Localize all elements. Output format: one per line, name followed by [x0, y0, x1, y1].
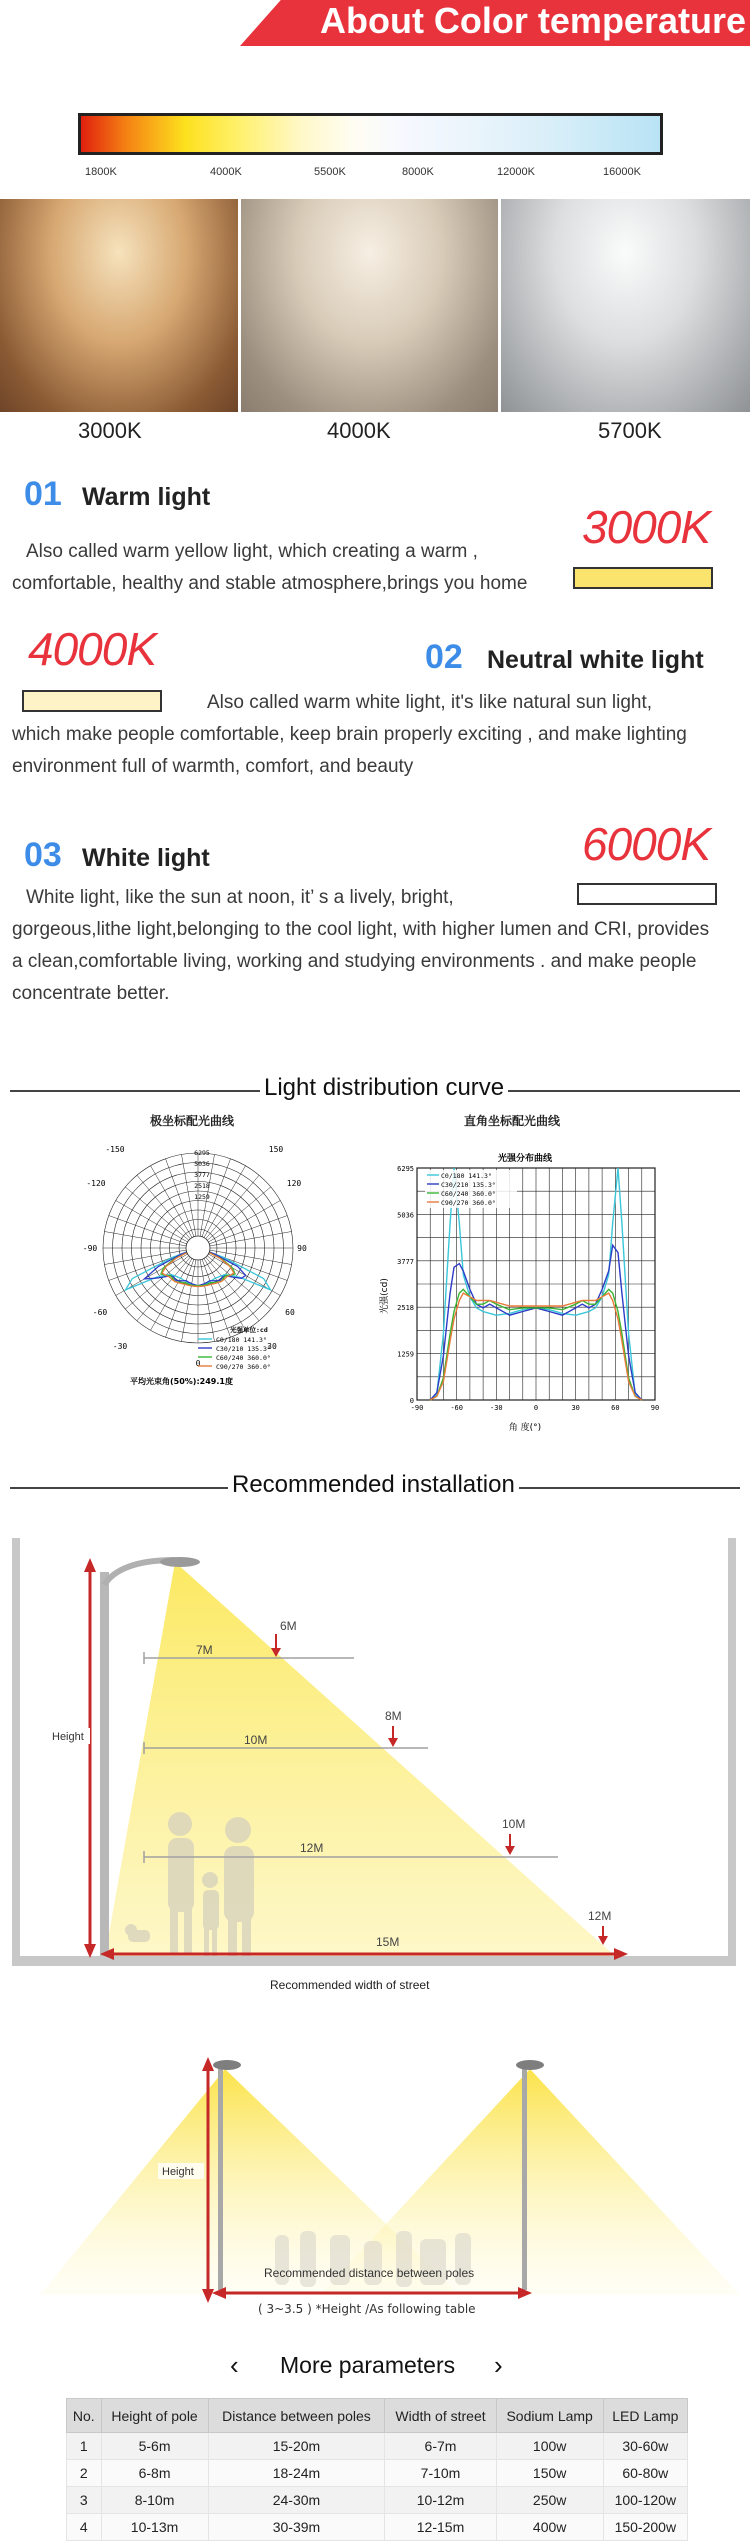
polar-center: [186, 1236, 210, 1260]
table-row: [67, 2433, 688, 2460]
left-wall: [12, 1538, 20, 1964]
distance-caption: Recommended distance between poles: [264, 2266, 475, 2280]
body-line: concentrate better.: [12, 983, 170, 1004]
y-tick-label: 0: [409, 1397, 414, 1405]
y-tick-label: 6295: [397, 1165, 414, 1173]
cartesian-chart: [375, 1148, 665, 1433]
table-cell: 2: [67, 2460, 102, 2487]
y-tick-label: 3777: [397, 1257, 414, 1266]
table-cell: 12-15m: [385, 2514, 496, 2541]
height-arrow: [84, 1558, 96, 1958]
section-body: [12, 687, 687, 783]
table-row: [67, 2460, 688, 2487]
beam-length-label: 7M: [196, 1643, 213, 1657]
chevron-left-icon[interactable]: ‹: [230, 2350, 239, 2380]
polar-tick-label: 6295: [194, 1149, 210, 1157]
street-caption: Recommended width of street: [270, 1978, 430, 1992]
table-row: [67, 2487, 688, 2514]
street-lighting-diagram: [0, 1530, 750, 2000]
polar-chart-title: 极坐标配光曲线: [150, 1114, 235, 1128]
legend-label: C0/180 141.3°: [441, 1172, 492, 1180]
page-title: About Color temperature: [319, 0, 746, 41]
pole-distance-diagram: [0, 2045, 750, 2325]
polar-tick-label: 2518: [194, 1182, 210, 1190]
lamp-head: [160, 1557, 200, 1567]
body-line: gorgeous,lithe light,belonging to the cool light, with higher lumen and CRI, provides: [12, 919, 710, 940]
table-cell: 10-12m: [385, 2487, 496, 2514]
scale-label: 12000K: [497, 166, 535, 178]
section-title: Warm light: [82, 483, 211, 511]
table-cell: 1: [67, 2433, 102, 2460]
x-tick-label: -30: [490, 1404, 503, 1412]
table-column-header: No.: [67, 2399, 102, 2433]
cartesian-chart-title: 直角坐标配光曲线: [464, 1114, 561, 1128]
polar-legend-label: C0/180 141.3°: [216, 1336, 267, 1344]
ratio-caption: ( 3~3.5 ) *Height /As following table: [258, 2302, 476, 2316]
divider-line: [518, 1487, 740, 1489]
x-tick-label: 60: [611, 1404, 620, 1412]
polar-footer: 平均光束角(50%):249.1度: [130, 1377, 233, 1386]
polar-angle-label: -30: [112, 1342, 128, 1351]
right-lamp: [516, 2060, 544, 2070]
table-cell: 6-8m: [101, 2460, 208, 2487]
divider-line: [10, 1487, 228, 1489]
legend-label: C90/270 360.0°: [441, 1199, 496, 1207]
table-cell: 60-80w: [603, 2460, 687, 2487]
legend-label: C30/210 135.3°: [441, 1181, 496, 1189]
polar-chart: [80, 1128, 330, 1418]
section-number: 01: [24, 475, 62, 513]
polar-tick-label: 1259: [194, 1193, 210, 1201]
divider-line: [10, 1090, 260, 1092]
table-cell: 24-30m: [208, 2487, 385, 2514]
lamp-pole: [100, 1572, 109, 1956]
x-tick-label: -60: [450, 1404, 463, 1412]
table-cell: 150-200w: [603, 2514, 687, 2541]
polar-angle-label: 120: [286, 1179, 302, 1188]
width-marker-label: 6M: [280, 1619, 297, 1633]
chevron-right-icon[interactable]: ›: [494, 2350, 503, 2380]
x-tick-label: -90: [410, 1404, 424, 1412]
body-line: comfortable, healthy and stable atmosphere,brings you home: [12, 573, 528, 594]
y-tick-label: 2518: [397, 1304, 414, 1313]
height-label: Height: [52, 1731, 84, 1743]
height-label: Height: [162, 2166, 194, 2178]
color-temperature-scale: [78, 113, 663, 155]
scale-label: 8000K: [402, 166, 434, 178]
right-wall: [728, 1538, 736, 1964]
table-cell: 250w: [496, 2487, 603, 2514]
warm-light-photo: [0, 199, 238, 412]
table-cell: 4: [67, 2514, 102, 2541]
polar-angle-label: 0: [195, 1359, 201, 1368]
beam-length-label: 12M: [300, 1841, 324, 1855]
table-cell: 400w: [496, 2514, 603, 2541]
x-axis-label: 角 度(°): [508, 1423, 542, 1433]
table-body: [67, 2433, 688, 2541]
body-line: Also called warm white light, it's like natural sun light,: [207, 692, 653, 713]
width-marker-label: 8M: [385, 1709, 402, 1723]
width-marker-label: 10M: [502, 1817, 526, 1831]
table-cell: 7-10m: [385, 2460, 496, 2487]
kelvin-label: 6000K: [582, 818, 711, 870]
polar-tick-label: 5036: [194, 1160, 210, 1168]
body-line: a clean,comfortable living, working and studying environments . and make people: [12, 951, 697, 972]
polar-angle-label: -60: [92, 1308, 108, 1317]
table-column-header: Height of pole: [101, 2399, 208, 2433]
table-cell: 30-39m: [208, 2514, 385, 2541]
table-cell: 15-20m: [208, 2433, 385, 2460]
street-ground: [12, 1956, 736, 1966]
section-number: 03: [24, 836, 62, 874]
left-lamp: [213, 2060, 241, 2070]
white-light-photo: [501, 199, 750, 412]
right-pole: [522, 2065, 527, 2290]
beam-length-label: 15M: [376, 1935, 400, 1949]
table-column-header: Distance between poles: [208, 2399, 385, 2433]
polar-angle-label: 30: [267, 1342, 277, 1351]
polar-legend-label: C30/210 135.3°: [216, 1345, 271, 1353]
beam-length-label: 10M: [244, 1733, 268, 1747]
table-cell: 150w: [496, 2460, 603, 2487]
parameters-title: More parameters: [280, 2352, 456, 2378]
table-column-header: Sodium Lamp: [496, 2399, 603, 2433]
polar-legend: [195, 1325, 271, 1371]
x-tick-label: 30: [571, 1404, 580, 1412]
section-heading: Recommended installation: [228, 1471, 519, 1499]
table-cell: 100-120w: [603, 2487, 687, 2514]
polar-tick-label: 3777: [194, 1171, 210, 1179]
photo-label: 3000K: [78, 418, 142, 443]
body-line: White light, like the sun at noon, it’ s a lively, bright,: [26, 887, 454, 908]
left-pole: [218, 2065, 223, 2290]
y-tick-label: 5036: [397, 1211, 414, 1220]
polar-legend-label: C90/270 360.0°: [216, 1363, 271, 1371]
table-cell: 10-13m: [101, 2514, 208, 2541]
polar-angle-label: -150: [105, 1145, 125, 1154]
scale-label: 5500K: [314, 166, 346, 178]
table-cell: 6-7m: [385, 2433, 496, 2460]
chart-subtitle: 光强分布曲线: [497, 1154, 553, 1164]
right-beam: [320, 2069, 740, 2295]
chart-legend: [425, 1170, 517, 1208]
table-column-header: Width of street: [385, 2399, 496, 2433]
width-marker-label: 12M: [588, 1909, 612, 1923]
section-body: [12, 882, 709, 1010]
kelvin-label: 4000K: [28, 623, 157, 675]
x-tick-label: 90: [650, 1404, 660, 1412]
table-cell: 3: [67, 2487, 102, 2514]
table-header: [67, 2399, 688, 2433]
scale-label: 1800K: [85, 166, 117, 178]
body-line: environment full of warmth, comfort, and beauty: [12, 756, 414, 777]
polar-angle-label: 150: [268, 1145, 284, 1154]
parameters-table: [66, 2398, 688, 2541]
table-row: [67, 2514, 688, 2541]
scale-label: 16000K: [603, 166, 641, 178]
table-cell: 100w: [496, 2433, 603, 2460]
warm-swatch: [573, 567, 713, 589]
table-cell: 18-24m: [208, 2460, 385, 2487]
table-column-header: LED Lamp: [603, 2399, 687, 2433]
photo-label: 4000K: [327, 418, 391, 443]
table-cell: 8-10m: [101, 2487, 208, 2514]
section-body: [12, 536, 527, 600]
polar-angle-label: -90: [82, 1244, 98, 1253]
x-tick-label: 0: [533, 1404, 539, 1412]
kelvin-label: 3000K: [582, 501, 711, 553]
neutral-light-photo: [241, 199, 498, 412]
photo-label: 5700K: [598, 418, 662, 443]
polar-legend-label: C60/240 360.0°: [216, 1354, 271, 1362]
polar-angle-label: 60: [285, 1308, 295, 1317]
section-heading: Light distribution curve: [260, 1074, 508, 1102]
section-title: White light: [82, 844, 210, 872]
scale-label: 4000K: [210, 166, 242, 178]
table-cell: 5-6m: [101, 2433, 208, 2460]
y-axis-label: 光强(cd): [380, 1278, 390, 1314]
body-line: which make people comfortable, keep brain properly exciting , and make lighting: [12, 724, 687, 745]
legend-label: C60/240 360.0°: [441, 1190, 496, 1198]
table-cell: 30-60w: [603, 2433, 687, 2460]
body-line: Also called warm yellow light, which creating a warm ,: [26, 541, 478, 562]
section-number: 02: [425, 638, 463, 676]
polar-angle-label: 90: [297, 1244, 307, 1253]
polar-angle-label: -120: [86, 1179, 106, 1188]
polar-unit-label: 光强单位:cd: [230, 1326, 268, 1334]
y-tick-label: 1259: [397, 1350, 414, 1359]
divider-line: [504, 1090, 740, 1092]
section-title: Neutral white light: [487, 646, 704, 674]
